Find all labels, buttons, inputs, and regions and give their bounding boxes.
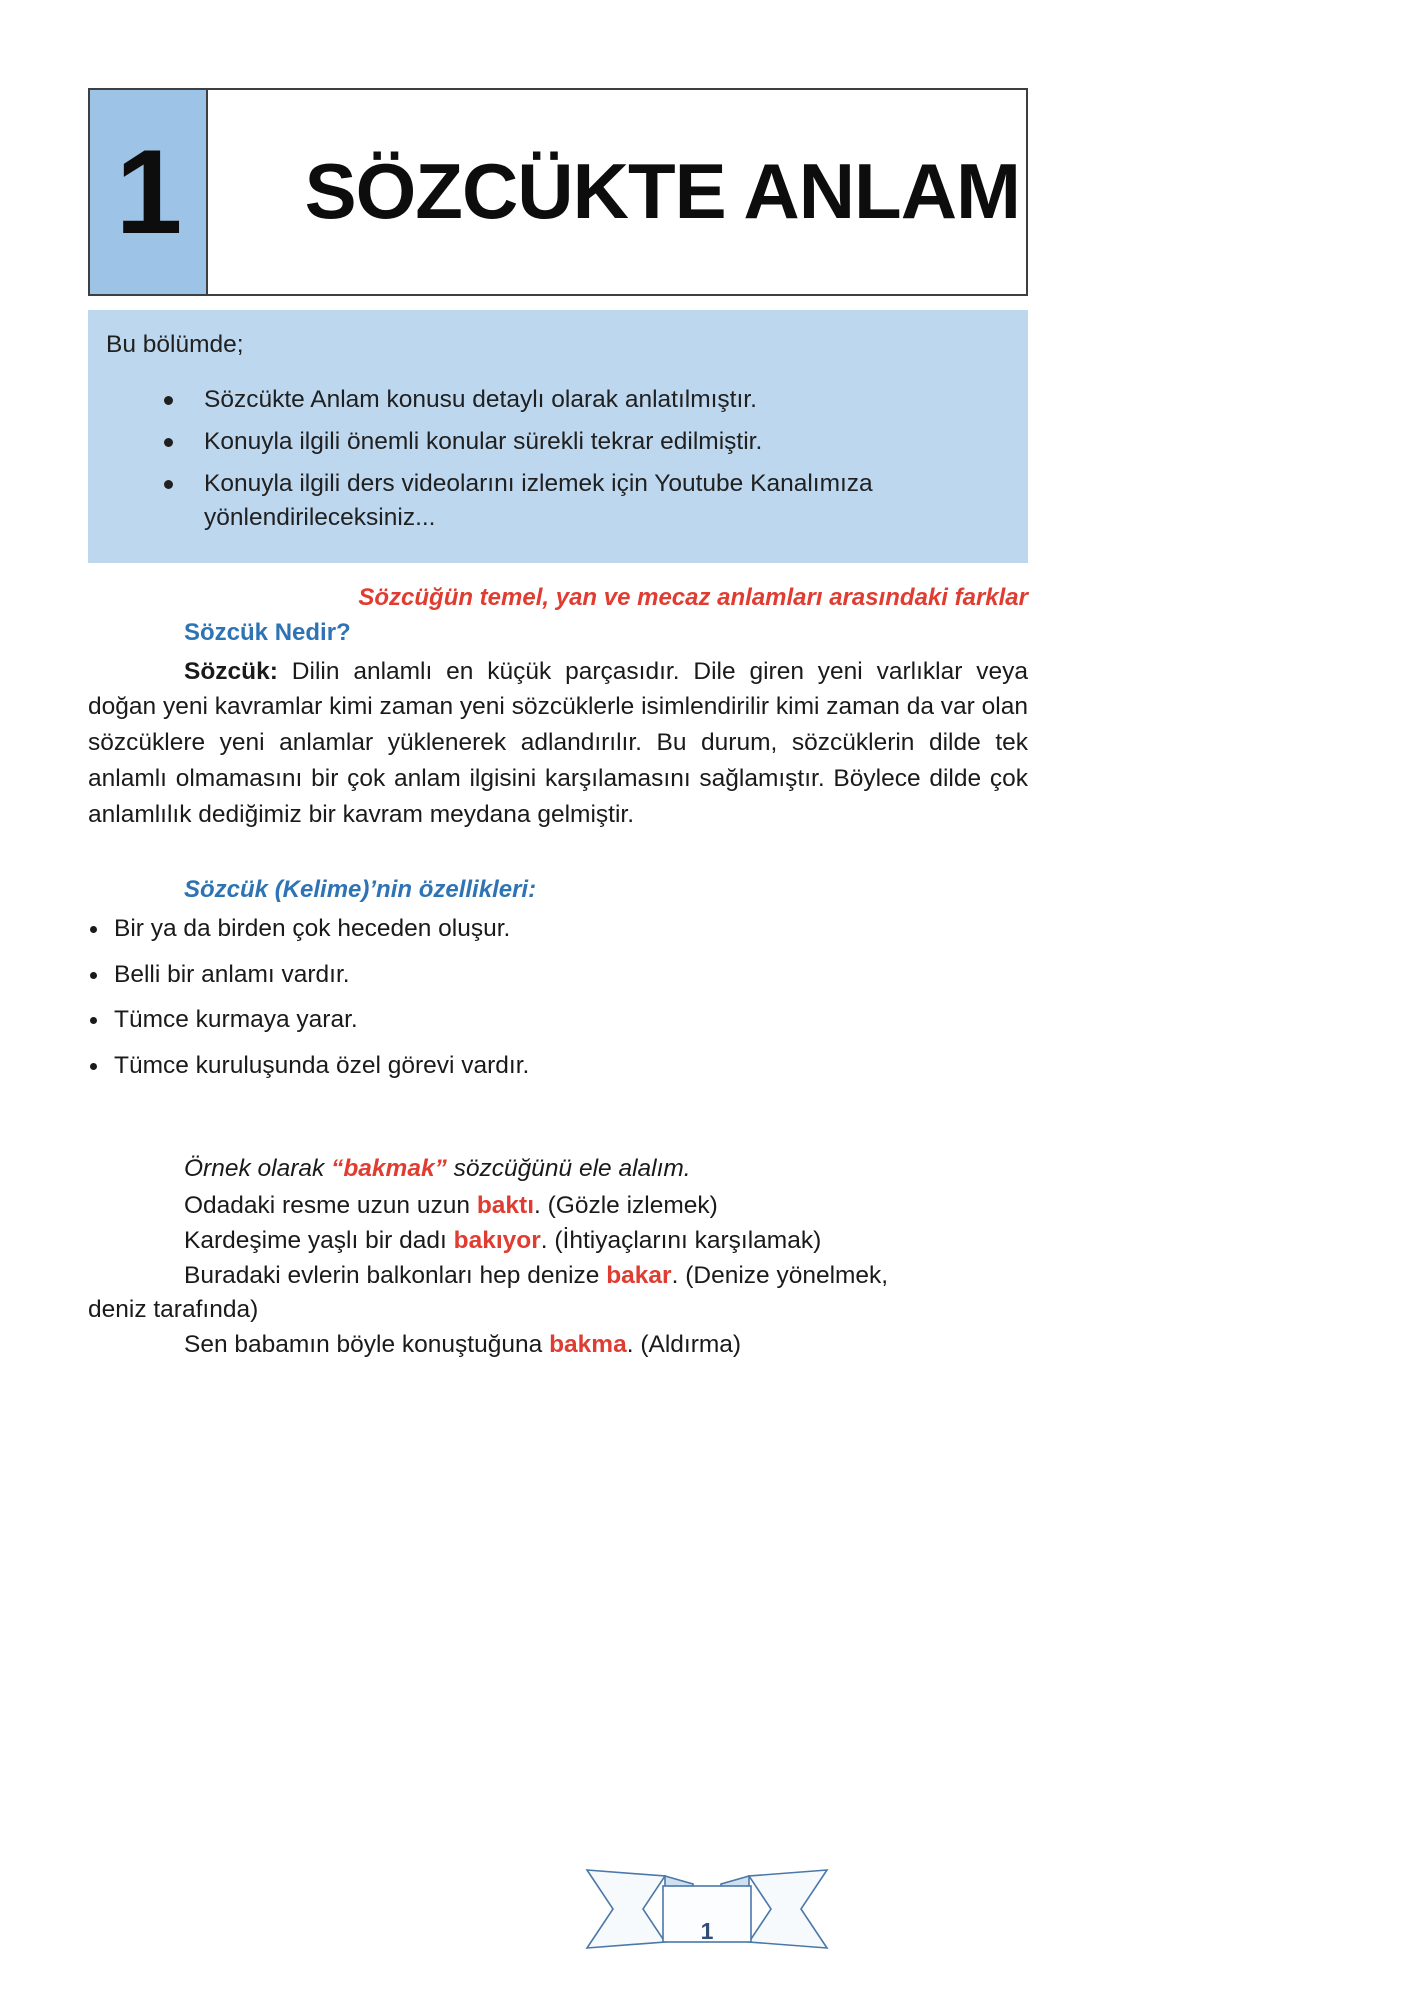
list-item-label: Tümce kuruluşunda özel görevi vardır. — [114, 1052, 530, 1080]
definition-term: Sözcük: — [184, 657, 278, 685]
section-heading-blue: Sözcük Nedir? — [184, 619, 351, 647]
list-item — [88, 913, 1028, 945]
body-content — [88, 582, 1028, 1363]
chapter-number: 1 — [115, 125, 181, 259]
bullet-dot-icon — [164, 396, 173, 405]
bullet-dot-icon — [164, 480, 173, 489]
chapter-title: SÖZCÜKTE ANLAM — [304, 147, 1020, 236]
bullet-dot-icon — [90, 926, 97, 933]
bullet-dot-icon — [90, 1017, 97, 1024]
info-box-intro: Bu bölümde; — [106, 331, 244, 358]
example-sentence — [88, 1189, 1028, 1224]
features-heading: Sözcük (Kelime)’nin özellikleri: — [184, 876, 537, 904]
features-list — [88, 913, 1028, 1082]
info-box — [88, 310, 1028, 563]
chapter-header — [88, 88, 1028, 296]
example-pre: Odadaki resme uzun uzun — [184, 1191, 477, 1219]
list-item — [88, 1050, 1028, 1082]
example-sentence — [88, 1224, 1028, 1259]
info-box-bullet-list — [106, 383, 1004, 536]
chapter-number-cell — [90, 90, 208, 294]
example-post: . (İhtiyaçlarını karşılamak) — [540, 1226, 822, 1254]
example-pre: Sen babamın böyle konuştuğuna — [184, 1331, 550, 1359]
examples-title-post: sözcüğünü ele alalım. — [446, 1155, 691, 1183]
bullet-dot-icon — [90, 1063, 97, 1070]
bullet-dot-icon — [164, 438, 173, 447]
ribbon-banner-icon — [557, 1854, 857, 1964]
list-item — [106, 425, 1004, 460]
list-item — [106, 467, 1004, 537]
chapter-title-cell — [208, 90, 1026, 294]
examples-title-pre: Örnek olarak — [184, 1155, 332, 1183]
example-keyword: baktı — [476, 1191, 534, 1219]
example-sentence — [88, 1328, 1028, 1363]
examples-title — [88, 1152, 1028, 1187]
example-post: . (Gözle izlemek) — [534, 1191, 718, 1219]
list-item — [88, 1004, 1028, 1036]
definition-body: Dilin anlamlı en küçük parçasıdır. Dile giren yeni varlıklar veya doğan yeni kavramlar kimi zaman yeni sözcüklerle isimlendirilir kimi zaman da var olan sözcüklere yeni anlamlar yüklenerek adlandırılır. Bu durum, sözcüklerin dilde tek anlamlı olmamasını bir çok anlam ilgisini karşılamasını sağlamıştır. Böylece dilde çok anlamlılık dediğimiz bir kavram meydana gelmiştir. — [88, 657, 1028, 828]
bullet-dot-icon — [90, 972, 97, 979]
example-pre: Buradaki evlerin balkonları hep denize — [184, 1261, 607, 1289]
list-item — [106, 383, 1004, 418]
page-number-ribbon — [557, 1854, 857, 1964]
example-sentence-wrap: deniz tarafında) — [88, 1296, 259, 1324]
example-keyword: bakma — [549, 1331, 627, 1359]
list-item-label: Konuyla ilgili ders videolarını izlemek için Youtube Kanalımıza yönlendirileceksiniz... — [204, 469, 873, 532]
list-item — [88, 959, 1028, 991]
example-keyword: bakar — [606, 1261, 672, 1289]
list-item-label: Konuyla ilgili önemli konular sürekli tekrar edilmiştir. — [204, 427, 763, 455]
example-sentence — [88, 1259, 1028, 1294]
examples-title-word: “bakmak” — [331, 1155, 447, 1183]
list-item-label: Belli bir anlamı vardır. — [114, 960, 350, 988]
list-item-label: Bir ya da birden çok heceden oluşur. — [114, 914, 511, 942]
example-post: . (Aldırma) — [626, 1331, 742, 1359]
list-item-label: Tümce kurmaya yarar. — [114, 1006, 358, 1034]
footer — [0, 1854, 1414, 1964]
section-heading-red: Sözcüğün temel, yan ve mecaz anlamları arasındaki farklar — [358, 584, 1028, 611]
list-item-label: Sözcükte Anlam konusu detaylı olarak anlatılmıştır. — [204, 386, 757, 414]
example-keyword: bakıyor — [453, 1226, 541, 1254]
page-number: 1 — [700, 1918, 714, 1944]
example-post: . (Denize yönelmek, — [671, 1261, 889, 1289]
examples-block — [88, 1152, 1028, 1363]
definition-paragraph — [88, 654, 1028, 833]
example-pre: Kardeşime yaşlı bir dadı — [184, 1226, 454, 1254]
